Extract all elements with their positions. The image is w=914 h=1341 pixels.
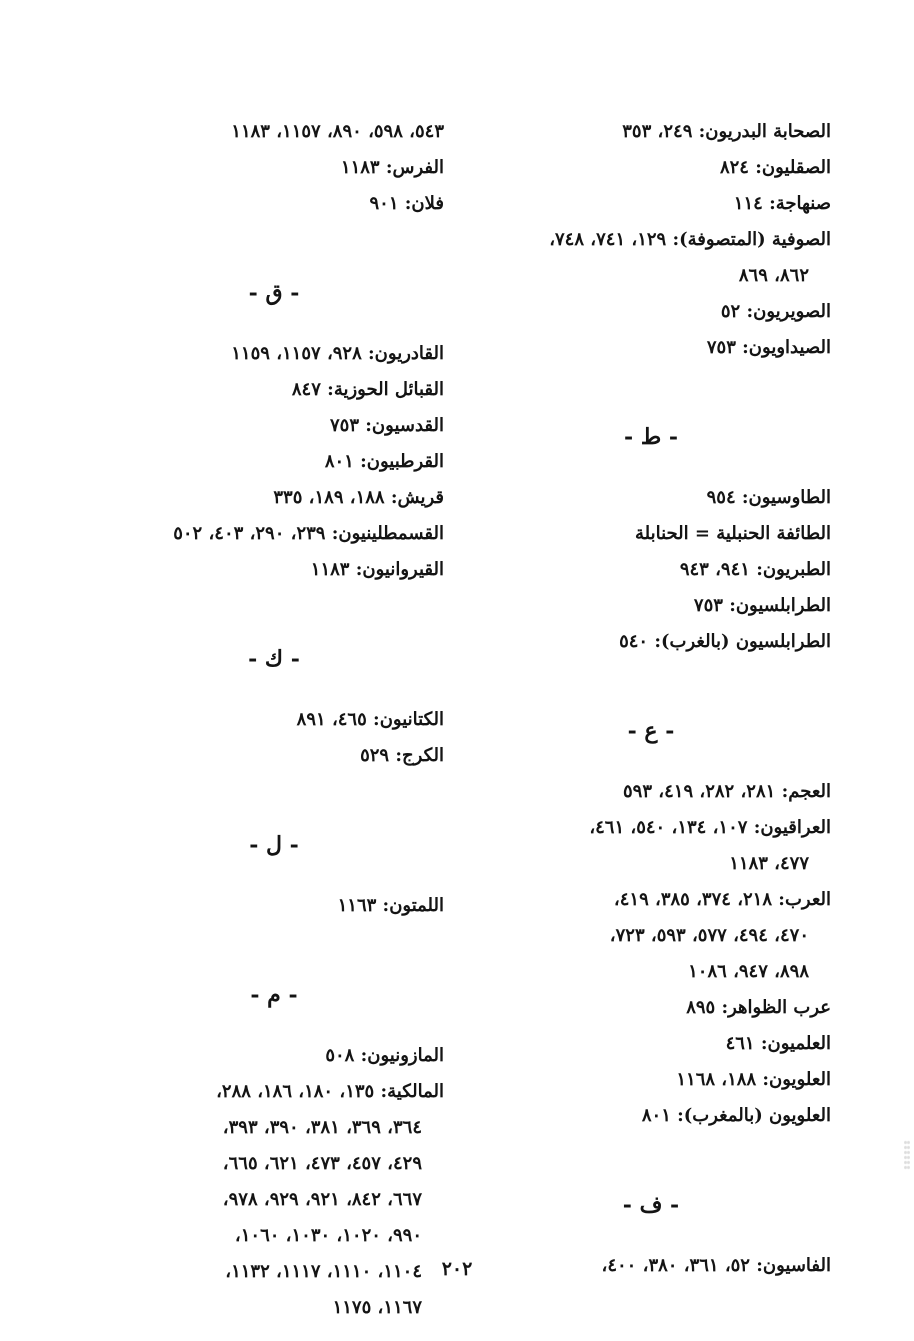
index-entry-continuation: ٨٩٨، ٩٤٧، ١٠٨٦	[688, 961, 809, 982]
index-entry: فلان: ٩٠١	[369, 193, 444, 214]
index-entry: عرب الظواهر: ٨٩٥	[686, 997, 831, 1018]
letter-heading: - ل -	[249, 832, 299, 858]
index-entry: الكتانيون: ٤٦٥، ٨٩١	[296, 709, 444, 730]
letter-heading: - ط -	[624, 424, 678, 450]
index-entry: العلويون (بالمغرب): ٨٠١	[641, 1105, 831, 1126]
index-entry: المالكية: ١٣٥، ١٨٠، ١٨٦، ٢٨٨،	[216, 1081, 444, 1102]
index-entry: الصقليون: ٨٢٤	[719, 157, 831, 178]
index-column-left	[104, 114, 444, 1326]
index-entry: صنهاجة: ١١٤	[733, 193, 831, 214]
index-entry: الفرس: ١١٨٣	[340, 157, 444, 178]
index-entry-continuation: ٦٦٧، ٨٤٢، ٩٢١، ٩٢٩، ٩٧٨،	[222, 1189, 422, 1210]
index-entry: العلويون: ١٨٨، ١١٦٨	[676, 1069, 831, 1090]
index-entry-continuation: ١١٠٤، ١١١٠، ١١١٧، ١١٣٢،	[225, 1261, 422, 1282]
letter-heading: - ك -	[248, 646, 300, 672]
page-number: ٢٠٢	[441, 1258, 473, 1280]
index-entry: الصويريون: ٥٢	[720, 301, 831, 322]
index-entry-continuation: ٤٧٠، ٤٩٤، ٥٧٧، ٥٩٣، ٧٢٣،	[609, 925, 809, 946]
index-entry: الطرابلسيون: ٧٥٣	[693, 595, 831, 616]
index-entry-continuation: ٤٧٧، ١١٨٣	[729, 853, 809, 874]
index-entry: القرطبيون: ٨٠١	[324, 451, 444, 472]
letter-heading: - ع -	[627, 718, 675, 744]
index-entry: الصيداويون: ٧٥٣	[706, 337, 831, 358]
index-entry: الطائفة الحنبلية = الحنابلة	[634, 523, 831, 544]
index-entry: الكرج: ٥٢٩	[360, 745, 444, 766]
index-entry: القدسيون: ٧٥٣	[330, 415, 444, 436]
index-entry-continuation: ١١٦٧، ١١٧٥	[332, 1297, 422, 1318]
index-entry: القيروانيون: ١١٨٣	[310, 559, 444, 580]
index-entry: العرب: ٢١٨، ٣٧٤، ٣٨٥، ٤١٩،	[613, 889, 831, 910]
letter-heading: - ف -	[622, 1192, 680, 1218]
index-entry-continuation: ٣٦٤، ٣٦٩، ٣٨١، ٣٩٠، ٣٩٣،	[222, 1117, 422, 1138]
index-entry: الطبريون: ٩٤١، ٩٤٣	[679, 559, 831, 580]
index-entry: اللمتون: ١١٦٣	[337, 895, 444, 916]
section-gap	[104, 588, 444, 616]
index-entry: الطرابلسيون (بالغرب): ٥٤٠	[619, 631, 831, 652]
index-column-right	[471, 114, 831, 1284]
index-entry: قريش: ١٨٨، ١٨٩، ٣٣٥	[273, 487, 444, 508]
index-entry: الطاوسيون: ٩٥٤	[706, 487, 831, 508]
index-entry-continuation: ٤٢٩، ٤٥٧، ٤٧٣، ٦٢١، ٦٦٥،	[222, 1153, 422, 1174]
section-gap	[471, 1134, 831, 1162]
scan-speck	[904, 1140, 910, 1170]
index-entry: المازونيون: ٥٠٨	[325, 1045, 444, 1066]
section-gap	[104, 924, 444, 952]
index-entry: الصحابة البدريون: ٢٤٩، ٣٥٣	[622, 121, 831, 142]
section-gap	[104, 222, 444, 250]
index-entry-continuation: ٨٦٢، ٨٦٩	[738, 265, 809, 286]
index-entry: القسمطلينيون: ٢٣٩، ٢٩٠، ٤٠٣، ٥٠٢	[173, 523, 444, 544]
index-entry: القادريون: ٩٢٨، ١١٥٧، ١١٥٩	[231, 343, 444, 364]
index-entry: القبائل الحوزية: ٨٤٧	[291, 379, 444, 400]
index-entry: العراقيون: ١٠٧، ١٣٤، ٥٤٠، ٤٦١،	[589, 817, 831, 838]
index-entry: الصوفية (المتصوفة): ١٢٩، ٧٤١، ٧٤٨،	[549, 229, 831, 250]
index-entry: العلميون: ٤٦١	[725, 1033, 831, 1054]
section-gap	[471, 366, 831, 394]
index-entry: العجم: ٢٨١، ٢٨٢، ٤١٩، ٥٩٣	[623, 781, 831, 802]
letter-heading: - م -	[250, 982, 298, 1008]
letter-heading: - ق -	[248, 280, 300, 306]
index-entry-continuation: ٩٩٠، ١٠٢٠، ١٠٣٠، ١٠٦٠،	[234, 1225, 422, 1246]
index-entry: الفاسيون: ٥٢، ٣٦١، ٣٨٠، ٤٠٠،	[601, 1255, 831, 1276]
section-gap	[104, 774, 444, 802]
index-entry-continuation: ٥٤٣، ٥٩٨، ٨٩٠، ١١٥٧، ١١٨٣	[231, 121, 444, 142]
section-gap	[471, 660, 831, 688]
